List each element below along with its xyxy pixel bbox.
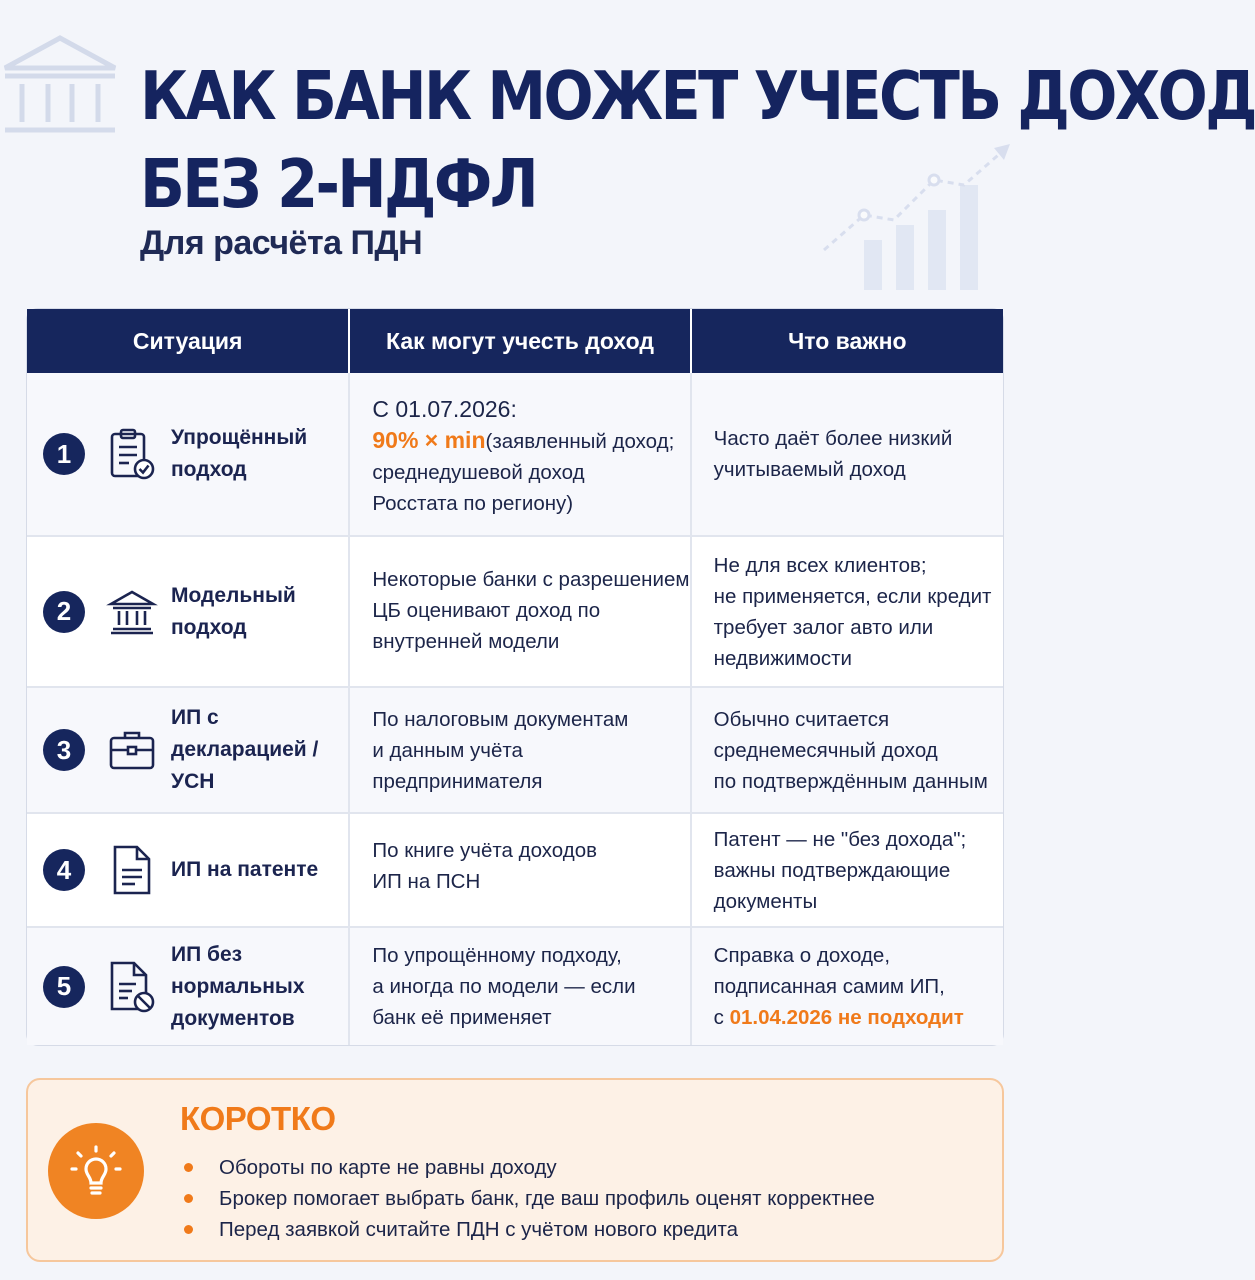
how-line: По упрощённому подходу, [372,944,622,967]
bullet-icon [184,1194,193,1203]
header-how: Как могут учесть доход [350,309,691,373]
how-line: внутренней модели [372,630,560,653]
situation-label [171,939,348,1035]
formula-highlight: 90% × min [372,427,486,453]
important-cell [692,928,1003,1045]
comparison-table [26,308,1004,1046]
how-cell [350,688,691,812]
situation-label [171,702,348,798]
how-date: С 01.07.2026: [372,396,517,422]
important-prefix: с [713,1006,730,1029]
title-line-2: БЕЗ 2-НДФЛ [140,145,537,223]
how-line: По налоговым документам [372,707,629,731]
how-line: предпринимателя [372,769,543,793]
important-line: Справка о доходе, [713,944,891,967]
situation-cell [27,688,350,812]
header-situation: Ситуация [27,309,350,373]
important-line: Патент — не "без дохода"; [713,827,967,851]
important-line: Обычно считается [713,707,890,731]
how-cell [350,928,691,1045]
how-cell [350,814,691,926]
how-line: (заявленный доход; [485,430,675,453]
important-line: требует залог авто или [713,615,934,639]
how-line: По книге учёта доходов [372,839,597,862]
document-icon [107,842,157,898]
important-line: важны подтверждающие [713,858,951,882]
summary-box [26,1078,1004,1262]
situation-label [171,580,296,644]
situation-line: подход [171,458,247,481]
row-number-badge: 1 [43,433,85,475]
how-cell [350,373,691,535]
summary-item-text: Перед заявкой считайте ПДН с учётом нового кредита [219,1218,739,1241]
situation-line: документов [171,1006,295,1030]
header-important: Что важно [788,327,907,354]
situation-cell [27,537,350,686]
important-line: не применяется, если кредит [713,584,992,608]
important-line: недвижимости [713,646,852,670]
important-cell [692,373,1003,535]
row-number-badge: 3 [43,729,85,771]
row-number-badge: 5 [43,966,85,1008]
table-row [27,373,1003,535]
important-line: Часто даёт более низкий [713,427,953,450]
situation-cell [27,928,350,1045]
situation-cell [27,373,350,535]
how-line: среднедушевой доход [372,461,585,484]
title-line-1: КАК БАНК МОЖЕТ УЧЕСТЬ ДОХОД [140,57,1255,135]
document-forbidden-icon [107,959,157,1015]
table-row [27,926,1003,1045]
important-line: среднемесячный доход [713,738,938,762]
situation-line: ИП на патенте [171,858,319,881]
header [140,52,1255,263]
summary-item-text: Брокер помогает выбрать банк, где ваш профиль оценят корректнее [219,1187,875,1210]
how-cell [350,537,691,686]
situation-line: УСН [171,770,215,793]
summary-title: КОРОТКО [180,1100,336,1137]
page-subtitle: Для расчёта ПДН [140,224,423,262]
important-line: по подтверждённым данным [713,769,988,793]
situation-line: Модельный [171,583,296,607]
table-row [27,535,1003,686]
important-cell [692,688,1003,812]
situation-line: ИП с декларацией / [171,706,319,761]
list-item [184,1183,875,1214]
how-line: ЦБ оценивают доход по [372,599,601,622]
how-line: Росстата по региону) [372,492,574,515]
table-row [27,812,1003,926]
row-number-badge: 2 [43,591,85,633]
how-line: Некоторые банки с разрешением [372,568,690,591]
clipboard-check-icon [107,426,157,482]
table-header [27,309,1003,373]
bank-icon [107,584,157,640]
important-line: документы [713,889,818,913]
how-line: ИП на ПСН [372,870,481,893]
situation-label [171,854,318,886]
how-line: а иногда по модели — если [372,975,636,998]
deadline-highlight: 01.04.2026 не подходит [729,1006,964,1029]
page-title [140,52,1255,228]
important-line: Не для всех клиентов; [713,553,927,577]
situation-line: ИП без нормальных [171,942,305,998]
table-row [27,686,1003,812]
important-line: подписанная самим ИП, [713,975,945,998]
how-line: и данным учёта [372,738,523,762]
row-number-badge: 4 [43,849,85,891]
important-cell [692,814,1003,926]
situation-line: подход [171,615,247,639]
situation-line: Упрощённый [171,426,308,449]
summary-item-text: Обороты по карте не равны доходу [219,1156,557,1179]
situation-cell [27,814,350,926]
important-line [714,1002,1003,1033]
lightbulb-icon [48,1123,144,1219]
list-item [184,1214,875,1245]
briefcase-icon [107,722,157,778]
bullet-icon [184,1163,193,1172]
bank-watermark-icon [0,30,120,140]
list-item [184,1152,875,1183]
important-line: учитываемый доход [713,458,906,481]
important-cell [692,537,1003,686]
bullet-icon [184,1225,193,1234]
situation-label [171,422,307,486]
how-line: банк её применяет [372,1006,552,1029]
summary-list [184,1152,875,1245]
